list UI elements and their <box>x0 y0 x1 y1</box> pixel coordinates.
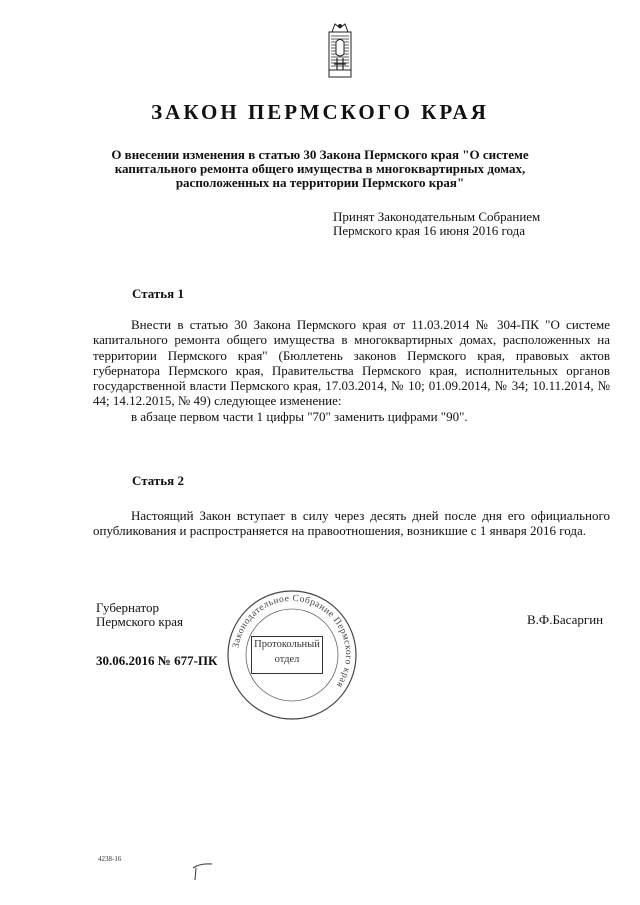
adoption-line: Принят Законодательным Собранием <box>333 209 541 224</box>
article-1-paragraph: Внести в статью 30 Закона Пермского края от 11.03.2014 № 304-ПК "О системе капитального ремонта общего имущества в многоквартирных домах, расположенных на территории Пермского края" (Бюллетень законов Пермского края, правовых актов губернатора Пермского края, Правительства Пермского края, исполнительных органов государственной власти Пермского края, 17.03.2014, № 10; 01.09.2014, № 34; 10.11.2014, № 44; 14.12.2015, № 49) следующее изменение: <box>93 317 610 409</box>
footer-code: 4238-16 <box>98 855 122 863</box>
coat-of-arms-icon <box>325 20 355 82</box>
governor-title-line: Губернатор <box>96 600 159 615</box>
stamp-box-line: Протокольный <box>254 639 320 650</box>
document-title: ЗАКОН ПЕРМСКОГО КРАЯ <box>151 100 489 124</box>
article-1-body <box>93 317 610 424</box>
adoption-line: Пермского края 16 июня 2016 года <box>333 223 526 238</box>
document-subtitle <box>90 148 550 190</box>
stamp-ring-text: Законодательное Собрание Пермского края <box>231 593 354 690</box>
law-number: 30.06.2016 № 677-ПК <box>96 653 218 668</box>
article-2-heading: Статья 2 <box>132 473 184 488</box>
article-2-body <box>93 508 610 539</box>
subtitle-line: расположенных на территории Пермского края" <box>175 175 465 190</box>
governor-name: В.Ф.Басаргин <box>527 612 604 627</box>
handwritten-mark-icon <box>190 860 216 882</box>
subtitle-line: капитального ремонта общего имущества в многоквартирных домах, <box>114 161 526 176</box>
governor-title-line: Пермского края <box>96 614 183 629</box>
governor-title <box>96 601 183 629</box>
stamp-box <box>251 636 323 674</box>
article-1-change: в абзаце первом части 1 цифры "70" заменить цифрами "90". <box>131 408 468 424</box>
article-2-paragraph: Настоящий Закон вступает в силу через десять дней после дня его официального опубликования и распространяется на правоотношения, возникшие с 1 января 2016 года. <box>93 508 610 539</box>
stamp-box-line: отдел <box>274 654 300 665</box>
subtitle-line: О внесении изменения в статью 30 Закона Пермского края "О системе <box>111 147 529 162</box>
article-1-heading: Статья 1 <box>132 286 184 301</box>
adoption-note <box>333 210 540 238</box>
